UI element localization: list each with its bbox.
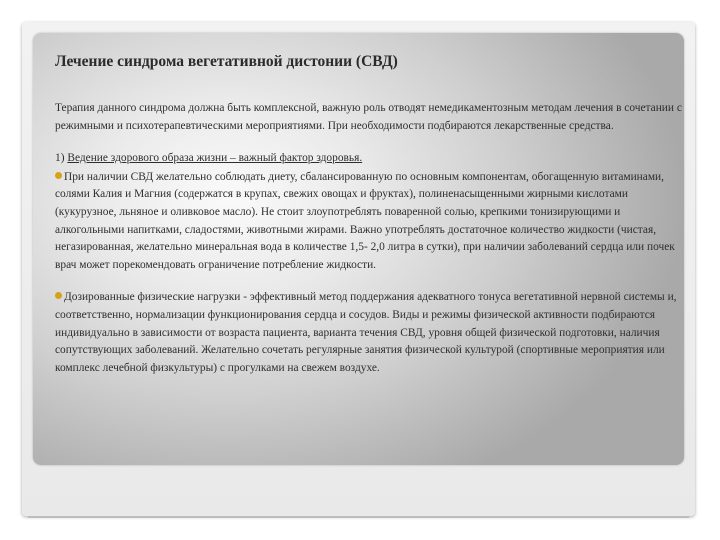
bullet-text: При наличии СВД желательно соблюдать диету, сбалансированную по основным компонентам, обогащенную витаминами, солями Калия и Магния (содержатся в крупах, свежих овощах и фруктах), полиненасыщенными жирными кислотами (кукурузное, льняное и оливковое масло). Не стоит злоупотреблять поваренной солью, крепкими тонизирующими и алкогольными напитками, сладостями, животными жирами. Важно употреблять достаточное количество жидкости (чистая, негазированная, желательно минеральная вода в количестве 1,5- 2,0 литра в сутки), при наличии заболеваний сердца или почек врач может порекомендовать ограничение потребление жидкости. (55, 170, 675, 271)
slide-title: Лечение синдрома вегетативной дистонии (СВД) (55, 53, 398, 70)
slide-body (55, 100, 683, 377)
bullet-paragraph-diet (55, 169, 683, 275)
bullet-text: Дозированные физические нагрузки - эффективный метод поддержания адекватного тонуса вегетативной нервной системы и, соответственно, нормализации функционирования сердца и сосудов. Виды и режимы физической активности подбираются индивидуально в зависимости от возраста пациента, варианта течения СВД, уровня общей физической подготовки, наличия сопутствующих заболеваний. Желательно сочетать регулярные занятия физической культурой (спортивные мероприятия или комплекс лечебной физкультуры) с прогулками на свежем воздухе. (55, 291, 677, 374)
item-number: 1) (55, 152, 65, 165)
bullet-dot-icon (55, 292, 62, 299)
item-heading: Ведение здорового образа жизни – важный фактор здоровья. (67, 152, 363, 165)
intro-paragraph: Терапия данного синдрома должна быть комплексной, важную роль отводят немедикаментозным методам лечения в сочетании с режимными и психотерапевтическими мероприятиями. При необходимости подбираются лекарственные средства. (55, 102, 682, 132)
bullet-paragraph-exercise (55, 289, 683, 377)
bullet-dot-icon (55, 172, 62, 179)
numbered-item (55, 150, 683, 168)
